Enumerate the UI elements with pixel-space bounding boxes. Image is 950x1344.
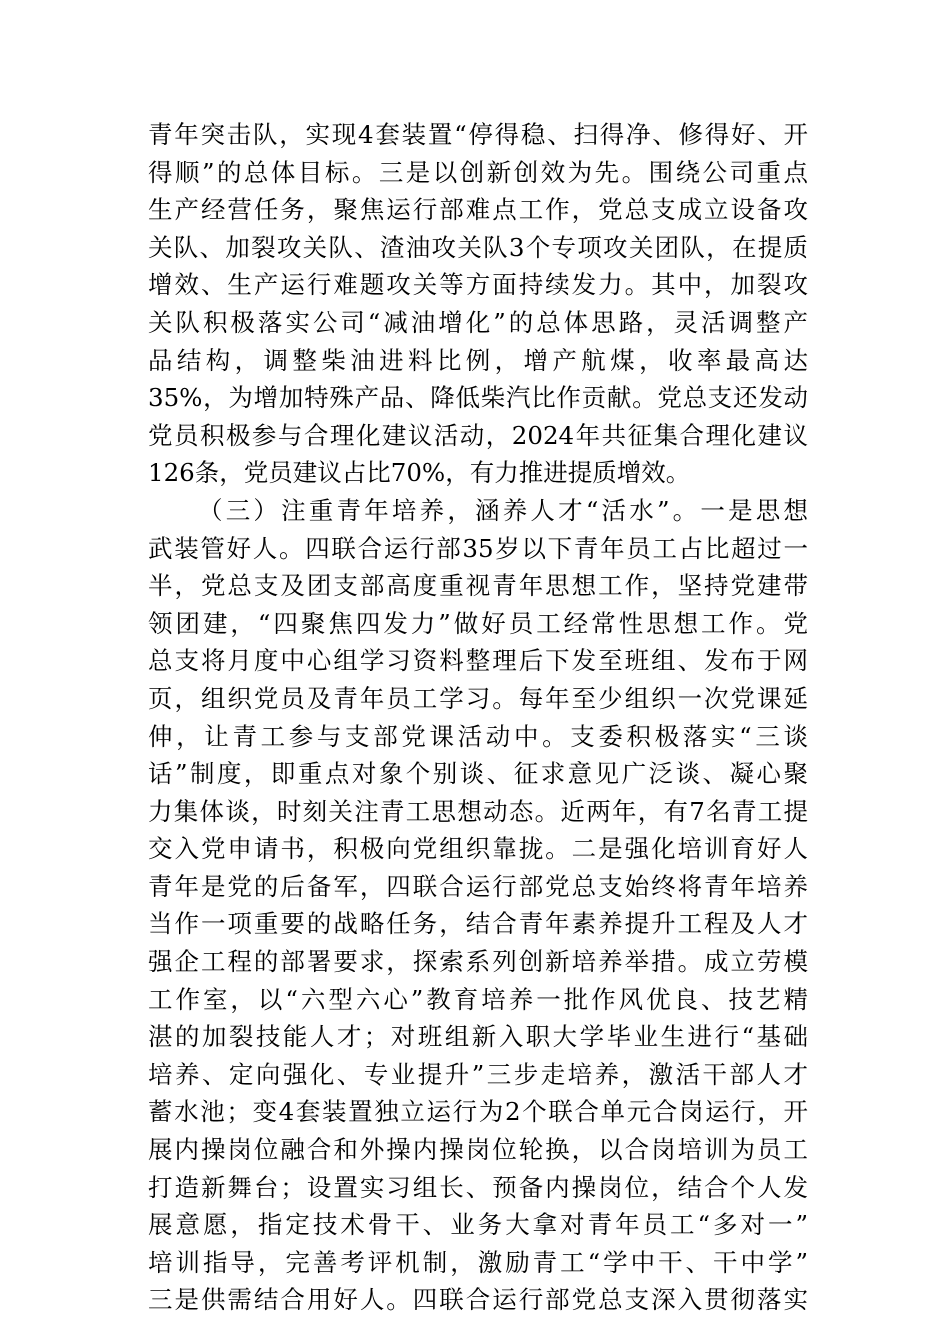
body-text <box>148 116 808 1319</box>
text-line: 增效、生产运行难题攻关等方面持续发力。其中，加裂攻 <box>148 270 808 300</box>
text-line: 领团建，“四聚焦四发力”做好员工经常性思想工作。党 <box>148 608 808 638</box>
text-line: 培训指导，完善考评机制，激励青工“学中干、干中学” <box>148 1247 808 1277</box>
section-heading-line: （三）注重青年培养，涵养人才“活水”。一是思想 <box>198 495 808 525</box>
text-line: 得顺”的总体目标。三是以创新创效为先。围绕公司重点 <box>148 157 808 187</box>
text-line: 三是供需结合用好人。四联合运行部党总支深入贯彻落实 <box>148 1285 808 1315</box>
text-line: 交入党申请书，积极向党组织靠拢。二是强化培训育好人 <box>148 834 808 864</box>
text-line: 生产经营任务，聚焦运行部难点工作，党总支成立设备攻 <box>148 195 808 225</box>
text-line: 半，党总支及团支部高度重视青年思想工作，坚持党建带 <box>148 571 808 601</box>
text-line: 蓄水池；变4套装置独立运行为2个联合单元合岗运行，开 <box>148 1097 808 1127</box>
text-line: 关队积极落实公司“减油增化”的总体思路，灵活调整产 <box>148 307 808 337</box>
text-line: 126条，党员建议占比70%，有力推进提质增效。 <box>148 458 691 488</box>
text-line: 打造新舞台；设置实习组长、预备内操岗位，结合个人发 <box>148 1172 808 1202</box>
text-line: 展内操岗位融合和外操内操岗位轮换，以合岗培训为员工 <box>148 1135 808 1165</box>
text-line: 伸，让青工参与支部党课活动中。支委积极落实“三谈 <box>148 721 808 751</box>
text-line: 湛的加裂技能人才；对班组新入职大学毕业生进行“基础 <box>148 1022 808 1052</box>
text-line: 总支将月度中心组学习资料整理后下发至班组、发布于网 <box>148 646 808 676</box>
text-line: 武装管好人。四联合运行部35岁以下青年员工占比超过一 <box>148 533 808 563</box>
text-line: 工作室，以“六型六心”教育培养一批作风优良、技艺精 <box>148 984 808 1014</box>
text-line: 当作一项重要的战略任务，结合青年素养提升工程及人才 <box>148 909 808 939</box>
text-line: 党员积极参与合理化建议活动，2024年共征集合理化建议 <box>148 420 808 450</box>
text-line: 35%，为增加特殊产品、降低柴汽比作贡献。党总支还发动 <box>148 383 808 413</box>
text-line: 展意愿，指定技术骨干、业务大拿对青年员工“多对一” <box>148 1210 808 1240</box>
text-line: 话”制度，即重点对象个别谈、征求意见广泛谈、凝心聚 <box>148 759 808 789</box>
text-line: 页，组织党员及青年员工学习。每年至少组织一次党课延 <box>148 683 808 713</box>
text-line: 关队、加裂攻关队、渣油攻关队3个专项攻关团队，在提质 <box>148 232 808 262</box>
text-line: 力集体谈，时刻关注青工思想动态。近两年，有7名青工提 <box>148 796 808 826</box>
text-line: 强企工程的部署要求，探索系列创新培养举措。成立劳模 <box>148 947 808 977</box>
text-line: 品结构，调整柴油进料比例，增产航煤，收率最高达 <box>148 345 808 375</box>
text-line: 青年突击队，实现4套装置“停得稳、扫得净、修得好、开 <box>148 120 808 149</box>
text-line: 青年是党的后备军，四联合运行部党总支始终将青年培养 <box>148 871 808 901</box>
text-line: 培养、定向强化、专业提升”三步走培养，激活干部人才 <box>148 1059 808 1089</box>
